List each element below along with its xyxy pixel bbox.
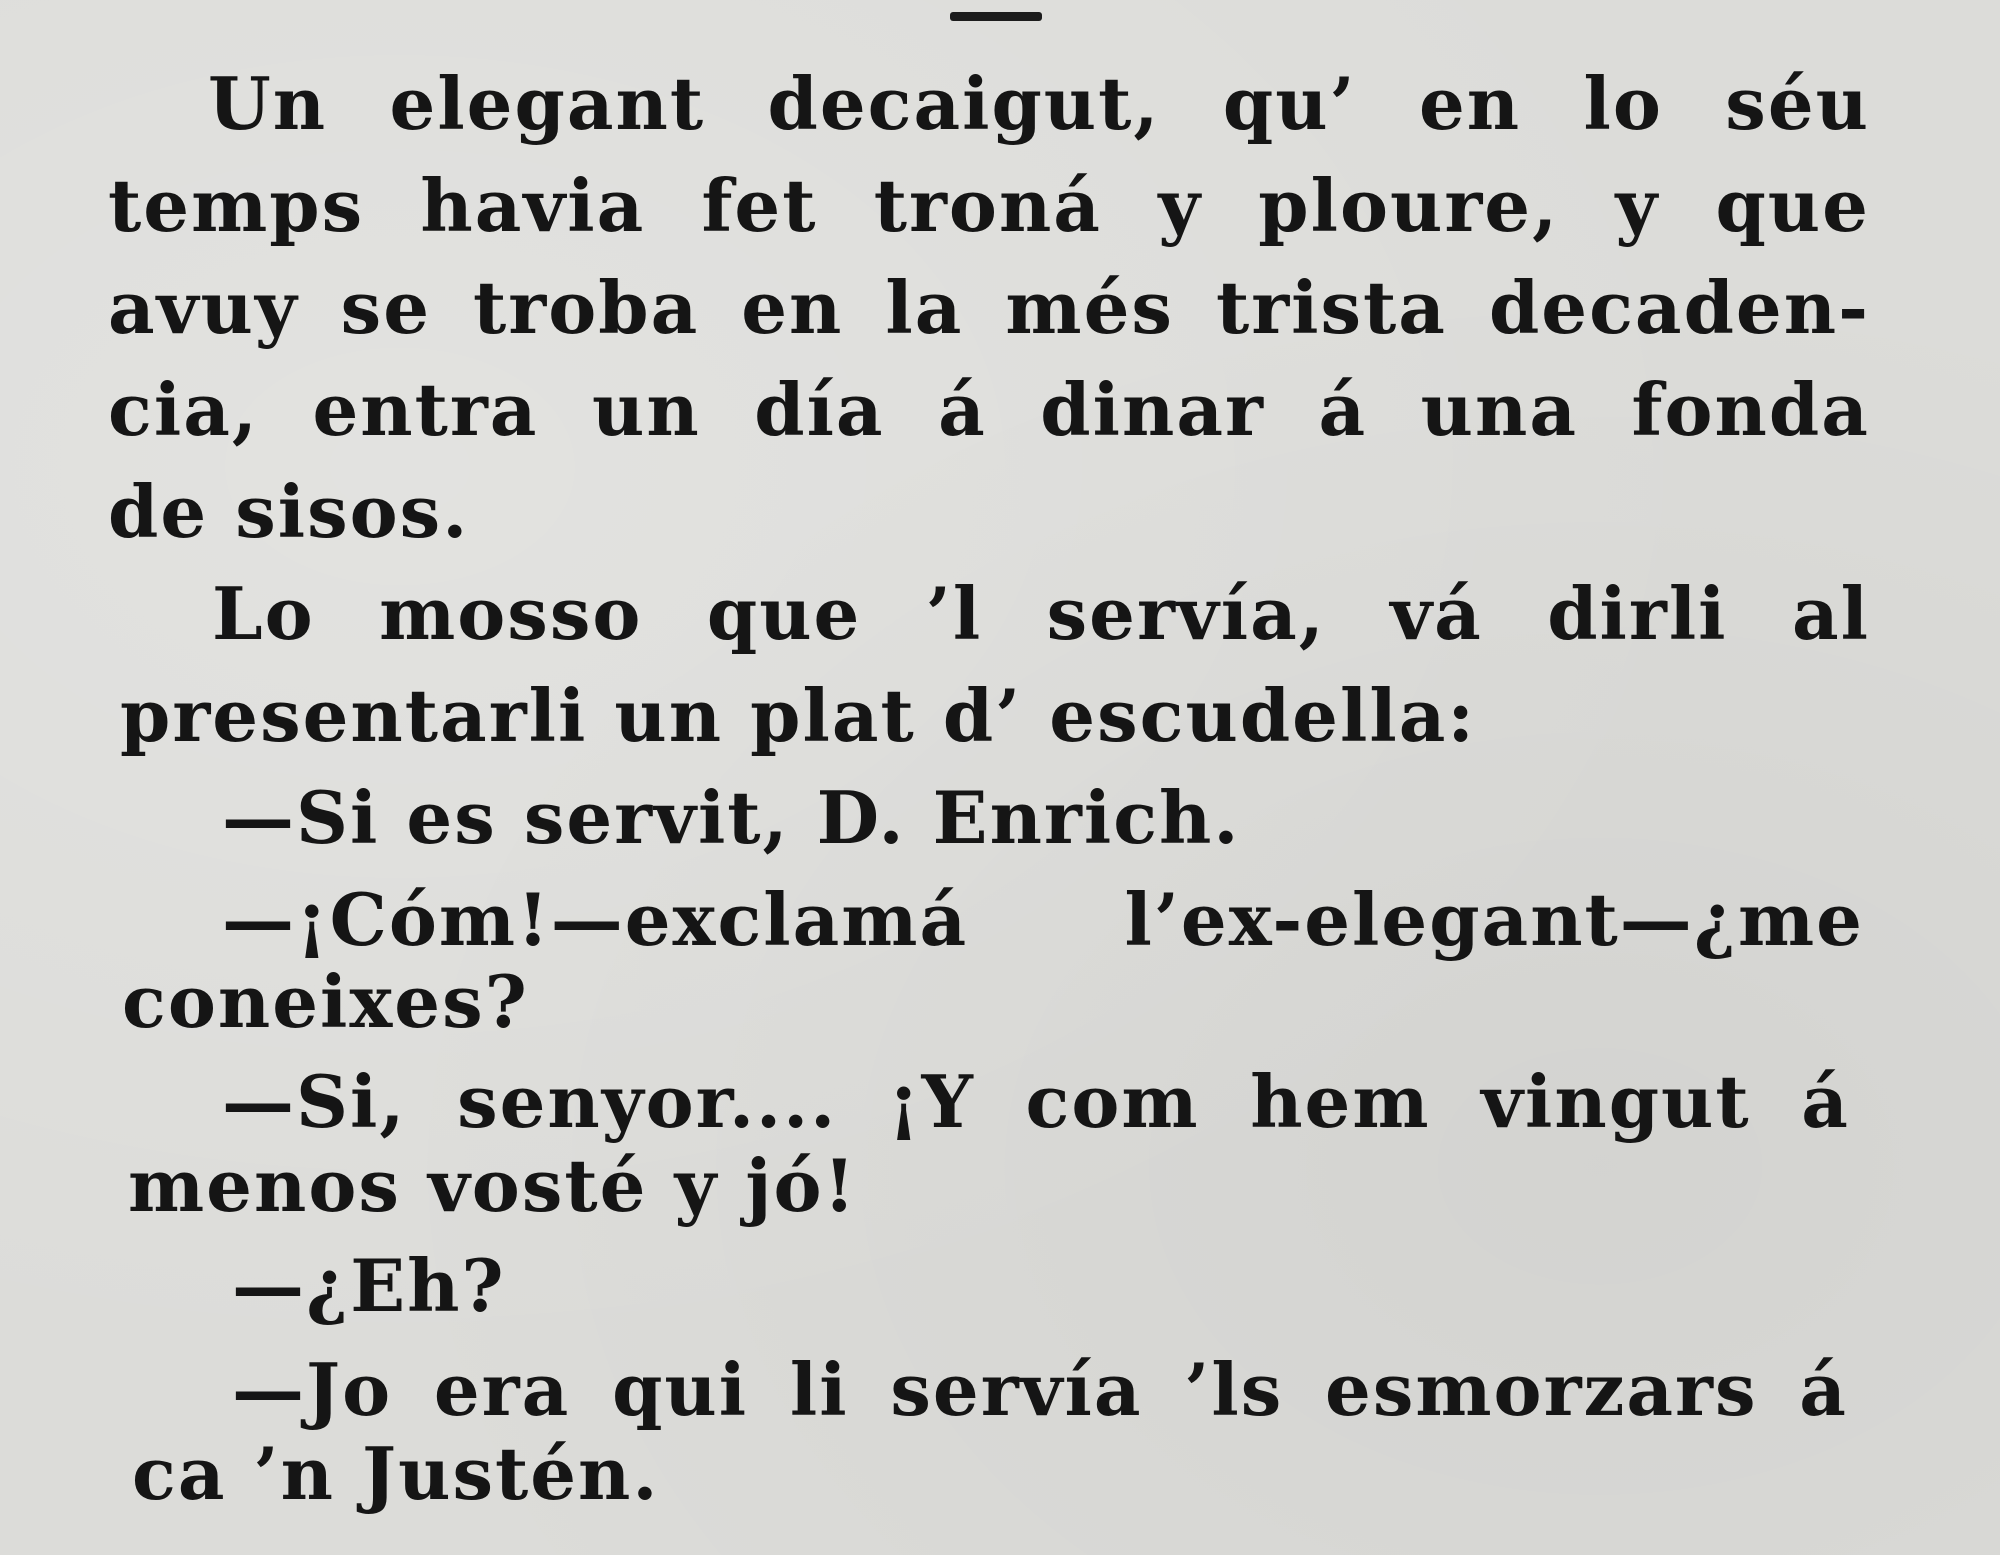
paragraph-line: cia, entra un día á dinar á una fonda: [108, 367, 1870, 452]
paragraph-line: Un elegant decaigut, qu’ en lo séu: [208, 61, 1870, 146]
dialogue-line: coneixes?: [122, 959, 529, 1044]
dialogue-line: —¡Cóm!—exclamá l’ex-elegant—¿me: [222, 877, 1864, 962]
dialogue-line: —Jo era qui li servía ’ls esmorzars á: [232, 1347, 1848, 1432]
paragraph-line: de sisos.: [108, 469, 470, 554]
paragraph-line: temps havia fet troná y ploure, y que: [108, 163, 1870, 248]
dialogue-line: ca ’n Justén.: [132, 1431, 660, 1516]
paragraph-line: avuy se troba en la més trista decaden-: [108, 265, 1870, 350]
dialogue-line: —¿Eh?: [232, 1243, 506, 1328]
paragraph-line: Lo mosso que ’l servía, vá dirli al: [212, 571, 1870, 656]
dialogue-line: —Si, senyor.... ¡Y com hem vingut á: [222, 1059, 1850, 1144]
dialogue-line: menos vosté y jó!: [128, 1143, 858, 1228]
dialogue-line: —Si es servit, D. Enrich.: [222, 775, 1241, 860]
paragraph-line: presentarli un plat d’ escudella:: [120, 673, 1476, 758]
